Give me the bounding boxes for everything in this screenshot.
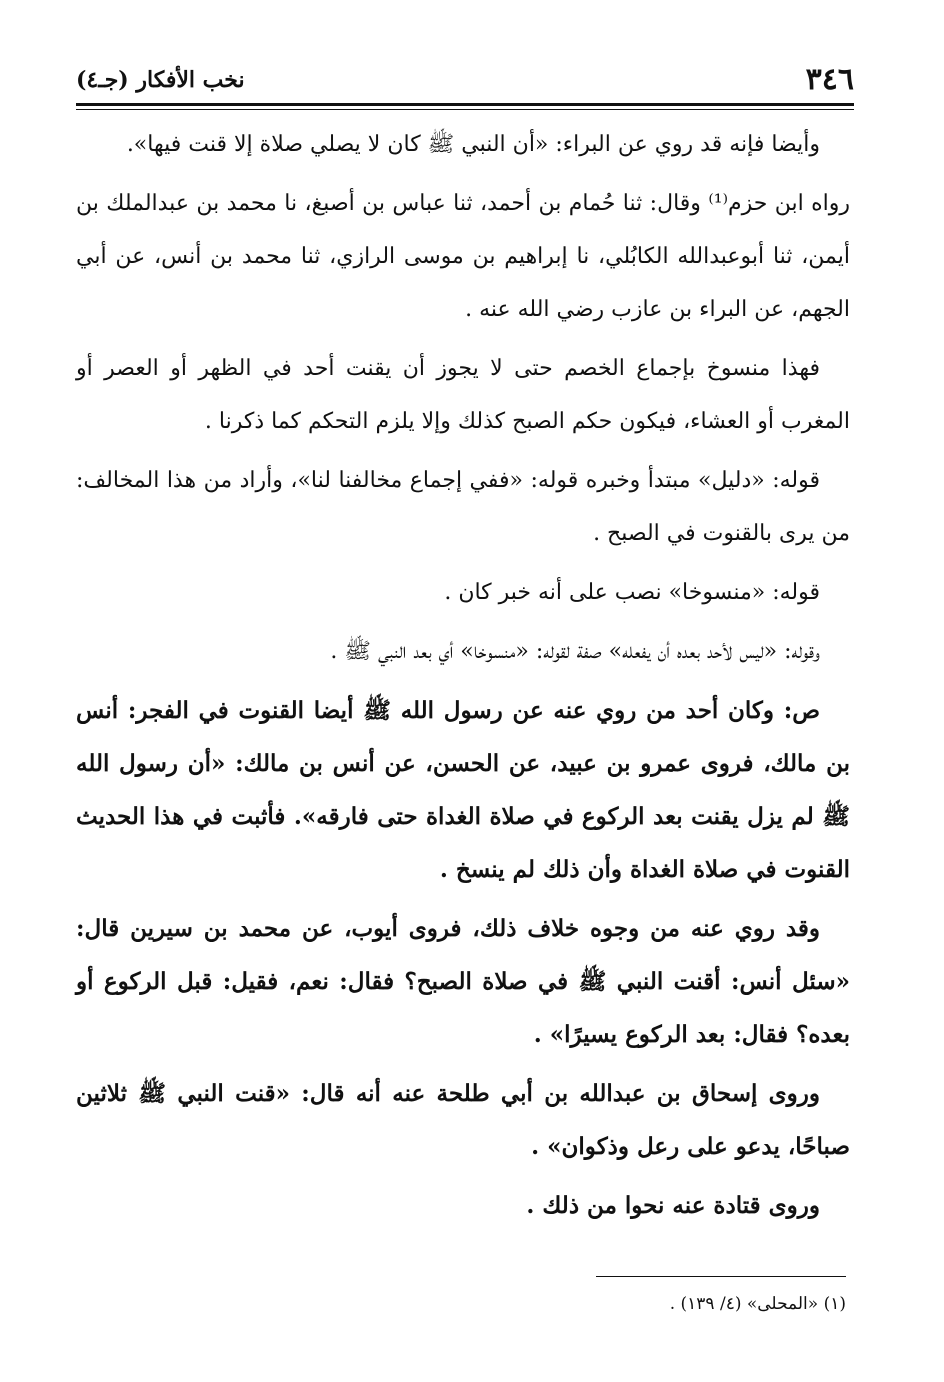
footnote-divider: [596, 1276, 846, 1277]
text-block-sad: ص: وكان أحد من روي عنه عن رسول الله ﷺ أيضا القنوت في الفجر: أنس بن مالك، فروى عمرو بن عبيد، عن الحسن، عن أنس بن مالك: «أن رسول الله ﷺ لم يزل يقنت بعد الركوع في صلاة الغداة حتى فارقه». فأثبت في هذا الحديث القنوت في صلاة الغداة وأن ذلك لم ينسخ .: [76, 697, 850, 883]
paragraph: وروى إسحاق بن عبدالله بن أبي طلحة عنه أنه قال: «قنت النبي ﷺ ثلاثين صباحًا، يدعو على رعل وذكوان» .: [76, 1080, 850, 1160]
running-title: نخب الأفكار (جـ٤): [76, 67, 245, 93]
header-rule-thin: [76, 109, 854, 110]
paragraph: وقوله: «ليس لأحد بعده أن يفعله» صفة لقوله: «منسوخا» أي بعد النبي ﷺ .: [330, 639, 820, 664]
page-body: [76, 118, 850, 1238]
paragraph: وأيضا فإنه قد روي عن البراء: «أن النبي ﷺ كان لا يصلي صلاة إلا قنت فيها».: [126, 132, 820, 157]
page-header: [76, 62, 854, 98]
paragraph: وقد روي عنه من وجوه خلاف ذلك، فروى أيوب، عن محمد بن سيرين قال: «سئل أنس: أقنت النبي ﷺ في صلاة الصبح؟ فقال: نعم، فقيل: قبل الركوع أو بعده؟ فقال: بعد الركوع يسيرًا» .: [76, 915, 850, 1048]
paragraph: وروى قتادة عنه نحوا من ذلك .: [526, 1192, 820, 1219]
footnote: (١) «المحلى» (٤/ ١٣٩) .: [669, 1294, 846, 1314]
paragraph: رواه ابن حزم⁽¹⁾ وقال: ثنا حُمام بن أحمد، ثنا عباس بن أصبغ، نا محمد بن عبدالملك بن أيمن، ثنا أبوعبدالله الكابُلي، نا إبراهيم بن موسى الرازي، ثنا محمد بن أنس، عن أبي الجهم، عن البراء بن عازب رضي الله عنه .: [76, 191, 850, 322]
header-rule-thick: [76, 103, 854, 106]
paragraph: قوله: «منسوخا» نصب على أنه خبر كان .: [444, 580, 820, 605]
page-number: ٣٤٦: [805, 62, 854, 97]
paragraph: قوله: «دليل» مبتدأ وخبره قوله: «ففي إجماع مخالفنا لنا»، وأراد من هذا المخالف: من يرى بالقنوت في الصبح .: [76, 468, 850, 546]
paragraph: فهذا منسوخ بإجماع الخصم حتى لا يجوز أن يقنت أحد في الظهر أو العصر أو المغرب أو العشاء، فيكون حكم الصبح كذلك وإلا يلزم التحكم كما ذكرنا .: [76, 356, 850, 434]
